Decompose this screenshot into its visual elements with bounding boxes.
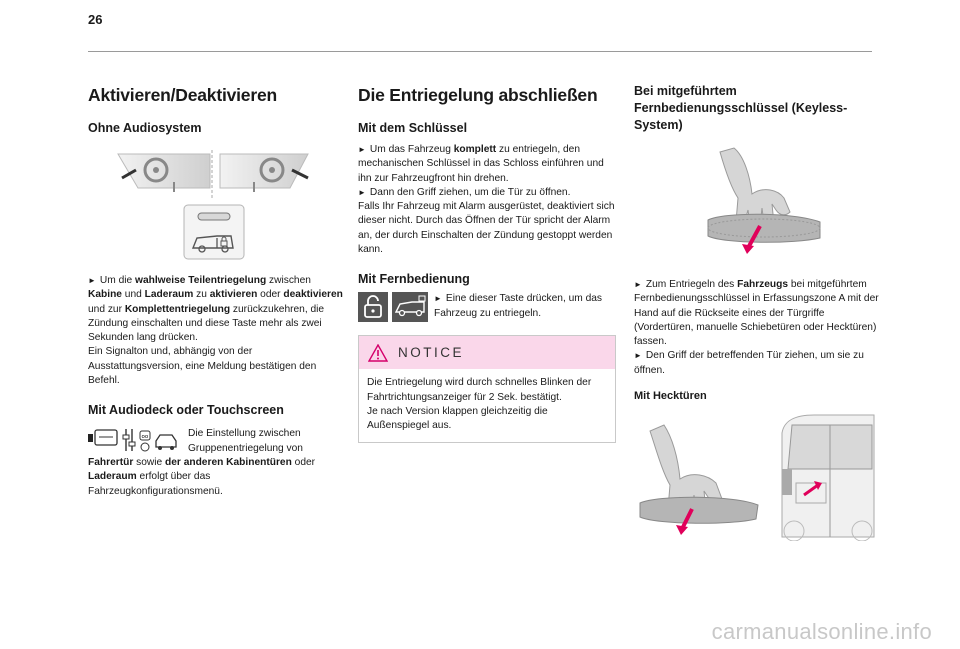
arrow-icon: ► [634, 351, 642, 361]
paragraph-key: ► Um das Fahrzeug komplett zu entriegeln, den mechanischen Schlüssel in das Schloss einführen und ihn zur Fahrzeugfront hin drehen. [358, 144, 604, 184]
paragraph-pull-handle: ► Dann den Griff ziehen, um die Tür zu öffnen. [358, 186, 571, 198]
arrow-icon: ► [358, 187, 366, 197]
arrow-icon: ► [88, 276, 96, 285]
paragraph-pull-door: ► Den Griff der betreffenden Tür ziehen, um sie zu öffnen. [634, 350, 864, 376]
warning-triangle-icon [368, 344, 388, 362]
notice-body [359, 369, 615, 441]
partial-unlock-button-icon [183, 204, 245, 260]
watermark: carmanualsonline.info [711, 619, 932, 644]
paragraph-confirm: Ein Signalton und, abhängig von der Ausstattungsversion, eine Meldung bestätigen den Befehl. [88, 346, 317, 387]
subheading-audiodeck: Mit Audiodeck oder Touchscreen [88, 403, 284, 418]
figure-dashboard-buttons [114, 148, 344, 200]
audiodeck-row [88, 427, 346, 456]
notice-header [359, 336, 615, 369]
notice-box [358, 335, 616, 442]
figure-rear-doors [774, 413, 878, 541]
notice-title: NOTICE [398, 345, 465, 361]
arrow-icon: ► [634, 280, 642, 289]
column-unlock [358, 80, 616, 443]
paragraph-remote: ► Eine dieser Taste drücken, um das Fahrzeug zu entriegeln. [434, 293, 603, 319]
open-lock-icon [358, 292, 388, 322]
paragraph-audiodeck-inline: Die Einstellung zwischen Gruppenentriegelung von [188, 428, 303, 454]
notice-paragraph-2: Je nach Version klappen gleichzeitig die Außenspiegel aus. [367, 405, 548, 432]
notice-paragraph-1: Die Entriegelung wird durch schnelles Blinken der Fahrtrichtungsanzeiger für 2 Sek. bestätigt. [367, 377, 592, 403]
figure-hand-rear-handle [638, 423, 762, 543]
arrow-icon: ► [358, 145, 366, 154]
heading-activate: Aktivieren/Deaktivieren [88, 85, 277, 105]
rear-door-figures [634, 423, 882, 543]
heading-keyless: Bei mitgeführtem Fernbedienungsschlüssel (Keyless-System) [634, 84, 848, 132]
svg-text:oo: oo [141, 434, 149, 441]
paragraph-keyless: ► Zum Entriegeln des Fahrzeugs bei mitgeführtem Fernbedienungsschlüssel in Erfassungszone A mit der Hand auf die Rückseite eines der Türgriffe (Vordertüren, manuelle Schiebetüren oder Hecktüren) fassen. [634, 279, 879, 348]
paragraph-audiodeck: Fahrertür sowie der anderen Kabinentüren oder Laderaum erfolgt über das Fahrzeugkonfigurationsmenü. [88, 456, 316, 497]
arrow-icon: ► [434, 294, 442, 304]
subheading-rear-doors: Mit Hecktüren [634, 390, 707, 403]
settings-icons [88, 427, 180, 453]
van-icon [392, 292, 428, 322]
subheading-no-audio: Ohne Audiosystem [88, 121, 202, 135]
header-rule [88, 51, 872, 52]
column-activate [88, 80, 346, 499]
subheading-key: Mit dem Schlüssel [358, 121, 468, 135]
page-number: 26 [88, 12, 103, 27]
paragraph-activate: ► Um die wahlweise Teilentriegelung zwischen Kabine und Laderaum zu aktivieren oder deaktivieren und zur Komplettentriegelung zurückzukehren, die Zündung einschalten und diese Taste mehr als zwei Sekunden lang drücken. [88, 275, 343, 344]
column-keyless [634, 80, 882, 543]
heading-unlock: Die Entriegelung abschließen [358, 85, 598, 105]
subheading-remote: Mit Fernbedienung [358, 272, 470, 287]
remote-row [358, 292, 616, 322]
figure-hand-handle [704, 146, 824, 264]
paragraph-alarm: Falls Ihr Fahrzeug mit Alarm ausgerüstet, deaktiviert sich dieser nicht. Durch das Öffnen der Tür spricht der Alarm an, der durch Einschalten der Zündung gestoppt werden kann. [358, 201, 615, 256]
